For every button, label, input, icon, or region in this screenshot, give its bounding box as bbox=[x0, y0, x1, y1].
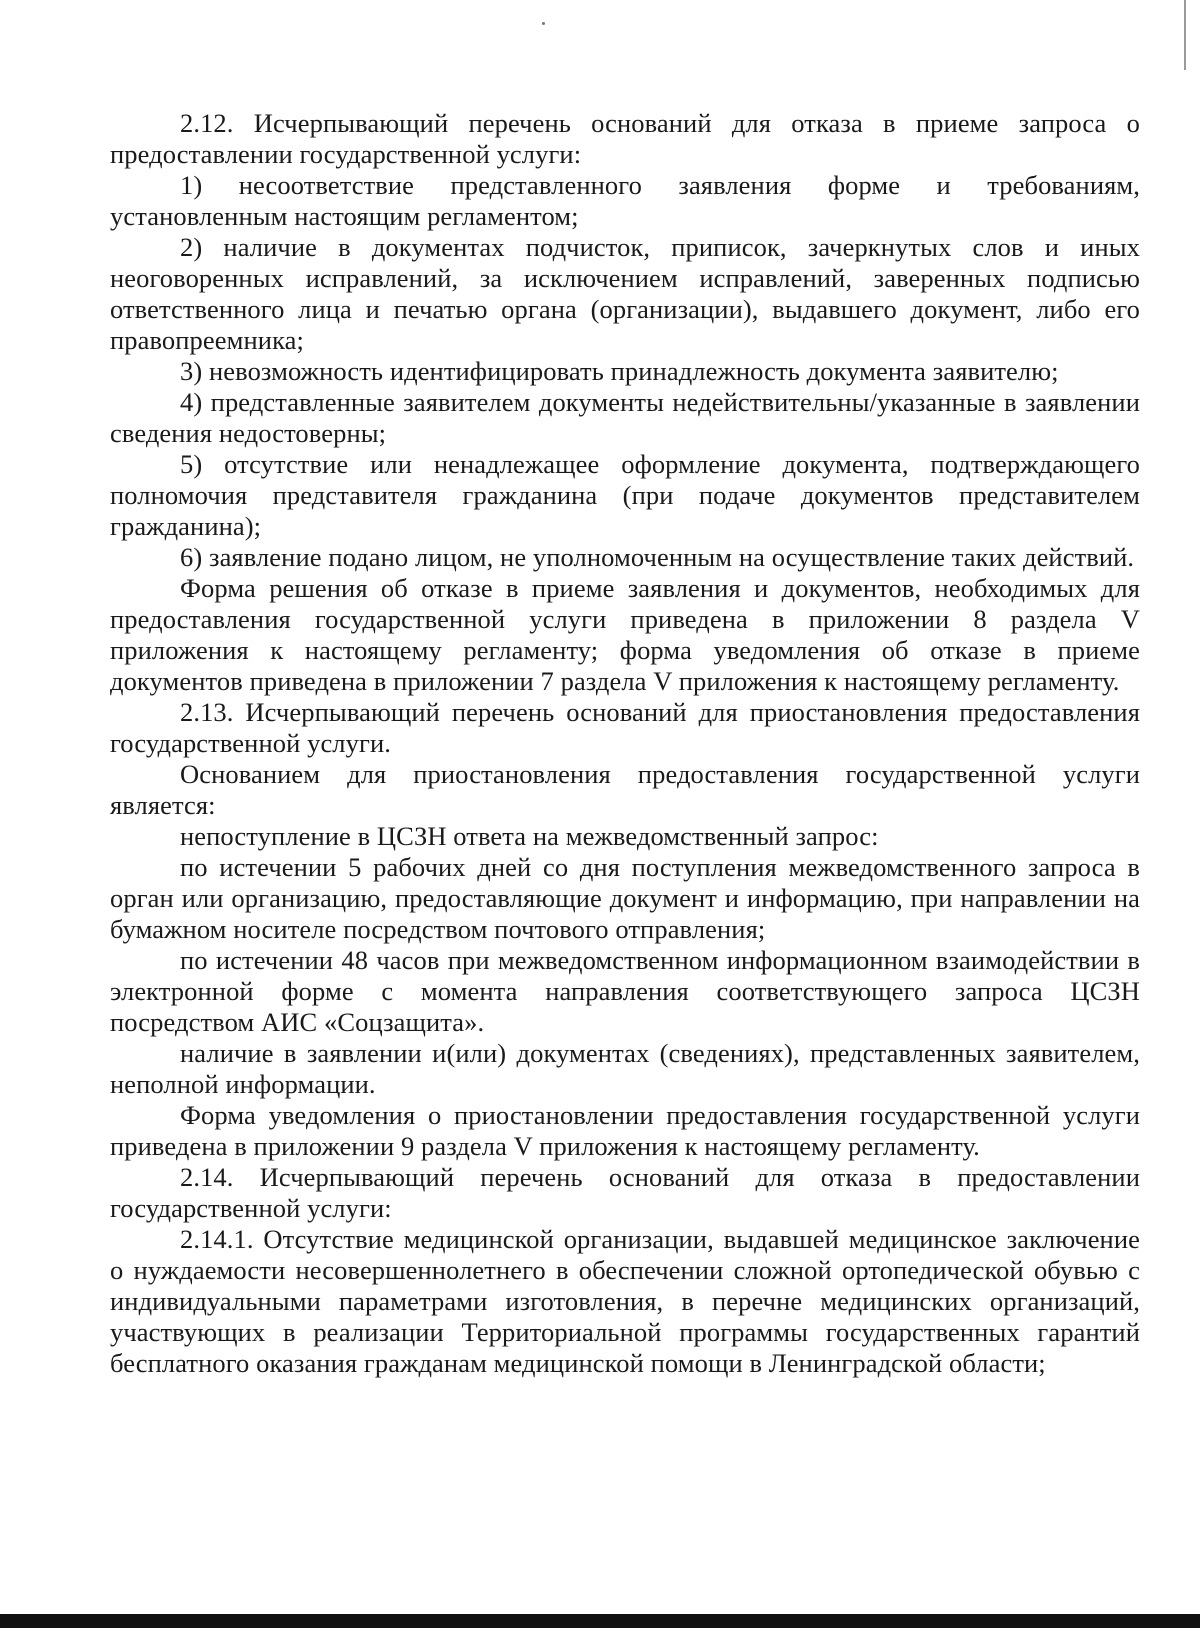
paragraph-incomplete-info: наличие в заявлении и(или) документах (сведениях), представленных заявителем, неполной информации. bbox=[110, 1038, 1140, 1099]
paragraph-2-12: 2.12. Исчерпывающий перечень оснований для отказа в приеме запроса о предоставлении государственной услуги: bbox=[110, 108, 1140, 169]
paragraph-5-days: по истечении 5 рабочих дней со дня поступления межведомственного запроса в орган или организацию, предоставляющие документ и информацию, при направлении на бумажном носителе посредством почтового отправления; bbox=[110, 852, 1140, 944]
scan-speck bbox=[542, 22, 545, 25]
paragraph-2-13: 2.13. Исчерпывающий перечень оснований для приостановления предоставления государственной услуги. bbox=[110, 697, 1140, 758]
paragraph-item-2: 2) наличие в документах подчисток, приписок, зачеркнутых слов и иных неоговоренных исправлений, за исключением исправлений, заверенных подписью ответственного лица и печатью органа (организации), выдавшего документ, либо его правопреемника; bbox=[110, 232, 1140, 355]
paragraph-no-response: непоступление в ЦСЗН ответа на межведомственный запрос: bbox=[180, 821, 879, 851]
paragraph-item-5: 5) отсутствие или ненадлежащее оформление документа, подтверждающего полномочия представителя гражданина (при подаче документов представителем гражданина); bbox=[110, 449, 1140, 541]
paragraph-2-14-1: 2.14.1. Отсутствие медицинской организации, выдавшей медицинское заключение о нуждаемости несовершеннолетнего в обеспечении сложной ортопедической обувью с индивидуальными параметрами изготовления, в перечне медицинских организаций, участвующих в реализации Территориальной программы государственных гарантий бесплатного оказания гражданам медицинской помощи в Ленинградской области; bbox=[110, 1224, 1140, 1378]
paragraph-2-14: 2.14. Исчерпывающий перечень оснований для отказа в предоставлении государственной услуги: bbox=[110, 1162, 1140, 1223]
scan-edge-right bbox=[1184, 0, 1186, 70]
paragraph-48-hours: по истечении 48 часов при межведомственном информационном взаимодействии в электронной форме с момента направления соответствующего запроса ЦСЗН посредством АИС «Соцзащита». bbox=[110, 945, 1140, 1037]
paragraph-suspension-form: Форма уведомления о приостановлении предоставления государственной услуги приведена в приложении 9 раздела V приложения к настоящему регламенту. bbox=[110, 1100, 1140, 1161]
paragraph-suspension-basis: Основанием для приостановления предоставления государственной услуги является: bbox=[110, 759, 1140, 820]
paragraph-item-3: 3) невозможность идентифицировать принадлежность документа заявителю; bbox=[180, 356, 1059, 386]
paragraph-refusal-form: Форма решения об отказе в приеме заявления и документов, необходимых для предоставления государственной услуги приведена в приложении 8 раздела V приложения к настоящему регламенту; форма уведомления об отказе в приеме документов приведена в приложении 7 раздела V приложения к настоящему регламенту. bbox=[110, 573, 1140, 696]
paragraph-item-1: 1) несоответствие представленного заявления форме и требованиям, установленным настоящим регламентом; bbox=[110, 170, 1140, 231]
paragraph-item-4: 4) представленные заявителем документы недействительны/указанные в заявлении сведения недостоверны; bbox=[110, 387, 1140, 448]
document-page bbox=[110, 108, 1140, 1379]
scan-edge-bottom bbox=[0, 1614, 1200, 1628]
paragraph-item-6: 6) заявление подано лицом, не уполномоченным на осуществление таких действий. bbox=[180, 542, 1135, 572]
